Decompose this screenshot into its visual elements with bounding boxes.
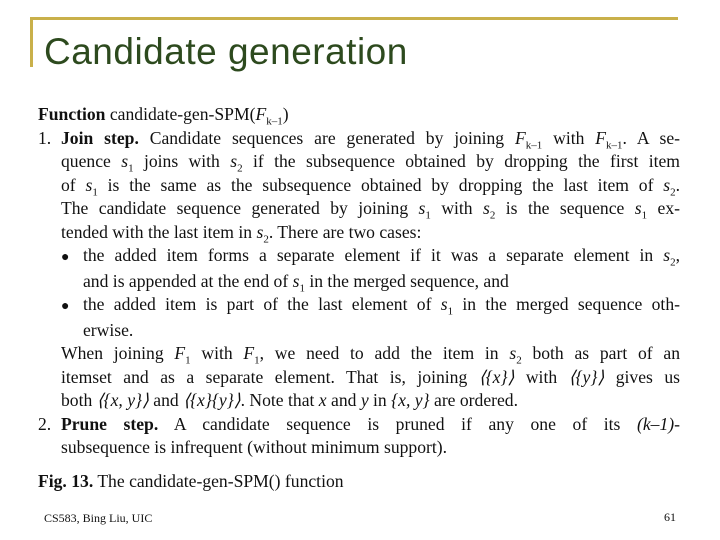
case-2-line-2: erwise. (83, 319, 134, 340)
join-line-1: 1. Join step. Candidate sequences are generated by joining $F_{k-1}$ with $F_{k-1}$. A se- (38, 127, 680, 152)
case-2-line-1: ● the added item is part of the last element of $s_1$ in the merged sequence oth- (61, 294, 680, 318)
title-frame-top-rule (30, 17, 678, 20)
prune-line-2: subsequence is infrequent (without minimum support). (61, 437, 448, 457)
algorithm-box (38, 103, 680, 493)
prune-line-1: 2. Prune step. A candidate sequence is pruned if any one of its (k–1)- (38, 413, 680, 434)
join-line-4: The candidate sequence generated by joining $s_1$ with $s_2$ is the sequence $s_1$ ex- (61, 198, 680, 222)
title-frame-left-rule (30, 17, 33, 67)
bullet-icon: ● (61, 250, 70, 265)
prune-step (38, 413, 680, 460)
join-line-5: tended with the last item in $s_2$. There are two cases: (61, 221, 422, 246)
case-1-line-1: ● the added item forms a separate element if it was a separate element in $s_2$, (61, 245, 680, 269)
case-1-line-2: and is appended at the end of $s_1$ in the merged sequence, and (83, 270, 509, 295)
page-number: 61 (664, 510, 676, 524)
function-header: Function candidate-$gen-SPM(F_{k-1})$ (38, 104, 289, 128)
join-line-3: of $s_1$ is the same as the subsequence obtained by dropping the last item of $s_2$. (61, 174, 681, 199)
figure-caption: Fig. 13. The candidate-gen-SPM() function (38, 470, 344, 491)
bullet-icon: ● (61, 299, 70, 314)
join-line-2: quence $s_1$ joins with $s_2$ if the subsequence obtained by dropping the first item (61, 151, 680, 175)
when-joining-line-3: both ⟨{x, y}⟩ and ⟨{x}{y}⟩. Note that x and y in {x, y} are ordered. (61, 390, 519, 410)
slide-title: Candidate generation (44, 31, 408, 72)
when-joining-line-1: When joining $F_1$ with $F_1$, we need to add the item in $s_2$ both as part of an (61, 343, 680, 367)
when-joining-line-2: itemset and as a separate element. That is, joining ⟨{x}⟩ with ⟨{y}⟩ gives us (61, 366, 681, 387)
footer-course-label: CS583, Bing Liu, UIC (44, 511, 153, 525)
join-step (38, 127, 680, 413)
